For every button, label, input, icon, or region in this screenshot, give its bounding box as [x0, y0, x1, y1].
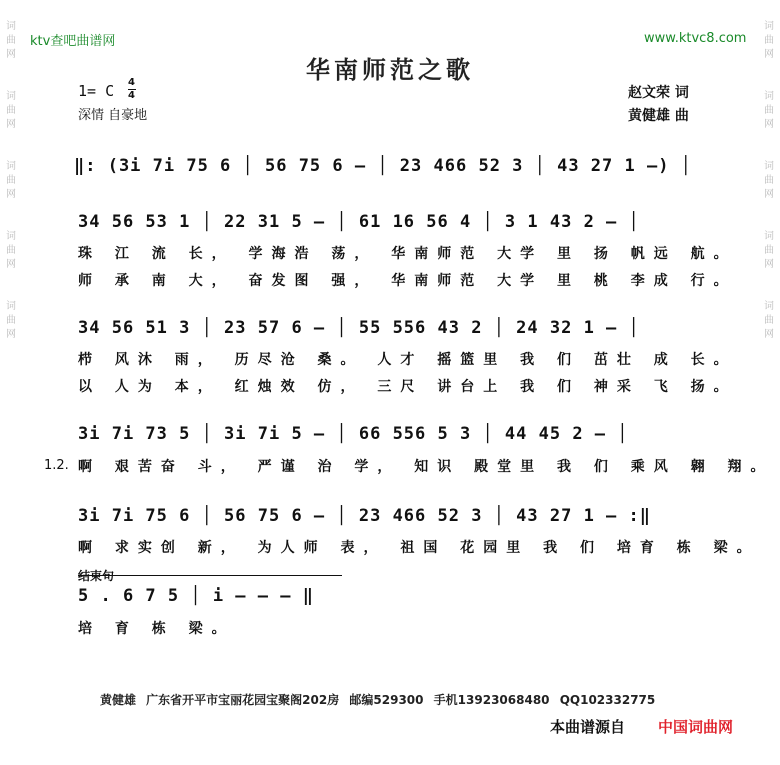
score-row-5-notes: 3i 7i 75 6 │ 56 75 6 – │ 23 466 52 3 │ 43 27 1 – :‖ — [78, 506, 651, 526]
key-signature: 1= C — [78, 82, 115, 100]
watermark-glyph: 词 — [6, 231, 16, 242]
score-row-2-lyric-2: 师 承 南 大， 奋发图 强， 华南师范 大学 里 桃 李成 行。 — [78, 273, 737, 289]
watermark-glyph: 词 — [6, 91, 16, 102]
watermark-glyph: 网 — [764, 49, 774, 60]
watermark-glyph: 网 — [6, 329, 16, 340]
watermark-glyph: 网 — [6, 189, 16, 200]
watermark-glyph: 曲 — [764, 245, 774, 256]
watermark-glyph: 词 — [764, 301, 774, 312]
watermark-glyph: 词 — [764, 91, 774, 102]
source-site-link[interactable]: 中国词曲网 — [658, 718, 734, 736]
score-row-3-lyric-1: 栉 风沐 雨， 历尽沧 桑。 人才 摇篮里 我 们 茁壮 成 长。 — [78, 352, 737, 368]
watermark-glyph: 曲 — [764, 105, 774, 116]
watermark-glyph: 曲 — [6, 35, 16, 46]
watermark-glyph: 词 — [764, 231, 774, 242]
score-row-1-notes: ‖: (3i 7i 75 6 │ 56 75 6 – │ 23 466 52 3 │ 43 27 1 –) │ — [74, 156, 692, 176]
score-row-4-notes: 3i 7i 73 5 │ 3i 7i 5 – │ 66 556 5 3 │ 44 45 2 – │ — [78, 424, 629, 444]
ending-label: 结束句 — [78, 569, 115, 583]
score-row-3-lyric-2: 以 人为 本， 红烛效 仿， 三尺 讲台上 我 们 神采 飞 扬。 — [78, 379, 737, 395]
composer: 黄健雄 曲 — [628, 108, 689, 124]
contact-footer: 黄健雄 广东省开平市宝丽花园宝聚阁202房 邮编529300 手机13923068480 QQ102332775 — [100, 693, 656, 707]
credits — [628, 82, 689, 128]
song-title: 华南师范之歌 — [306, 55, 474, 84]
header-left-site[interactable]: ktv查吧曲谱网 — [30, 34, 116, 49]
watermark-glyph: 曲 — [6, 175, 16, 186]
watermark-glyph: 网 — [764, 259, 774, 270]
score-row-2-notes: 34 56 53 1 │ 22 31 5 – │ 61 16 56 4 │ 3 1 43 2 – │ — [78, 212, 640, 232]
tempo-marking: 深情 自豪地 — [78, 108, 148, 123]
watermark-glyph: 网 — [764, 189, 774, 200]
watermark-glyph: 曲 — [6, 315, 16, 326]
score-row-2-lyric-1: 珠 江 流 长， 学海浩 荡， 华南师范 大学 里 扬 帆远 航。 — [78, 246, 737, 262]
ending-bracket-line — [78, 575, 342, 576]
score-row-6-lyric-1: 培 育 栋 梁。 — [78, 621, 235, 637]
lyricist: 赵文荣 词 — [628, 85, 689, 101]
score-row-6-notes: 5 . 6 7 5 │ i – – – ‖ — [78, 586, 314, 606]
watermark-glyph: 曲 — [764, 35, 774, 46]
score-row-4-lyric-1: 啊 艰苦奋 斗， 严谨 治 学， 知识 殿堂里 我 们 乘风 翱 翔。 — [78, 459, 774, 475]
verse-label: 1.2. — [44, 458, 69, 473]
score-row-5-lyric-1: 啊 求实创 新， 为人师 表， 祖国 花园里 我 们 培育 栋 梁。 — [78, 540, 760, 556]
watermark-glyph: 网 — [6, 259, 16, 270]
watermark-glyph: 词 — [6, 21, 16, 32]
time-signature — [128, 78, 136, 101]
watermark-glyph: 词 — [764, 161, 774, 172]
watermark-glyph: 网 — [6, 49, 16, 60]
time-sig-bottom: 4 — [128, 90, 135, 101]
watermark-glyph: 网 — [764, 329, 774, 340]
watermark-glyph: 词 — [764, 21, 774, 32]
watermark-glyph: 网 — [6, 119, 16, 130]
watermark-glyph: 曲 — [764, 175, 774, 186]
source-prefix: 本曲谱源自 — [550, 718, 626, 736]
watermark-glyph: 曲 — [764, 315, 774, 326]
watermark-glyph: 网 — [764, 119, 774, 130]
score-row-3-notes: 34 56 51 3 │ 23 57 6 – │ 55 556 43 2 │ 24 32 1 – │ — [78, 318, 640, 338]
watermark-glyph: 词 — [6, 301, 16, 312]
watermark-glyph: 曲 — [6, 105, 16, 116]
watermark-glyph: 曲 — [6, 245, 16, 256]
header-right-site[interactable]: www.ktvc8.com — [644, 31, 747, 46]
time-sig-top: 4 — [128, 77, 135, 88]
watermark-glyph: 词 — [6, 161, 16, 172]
